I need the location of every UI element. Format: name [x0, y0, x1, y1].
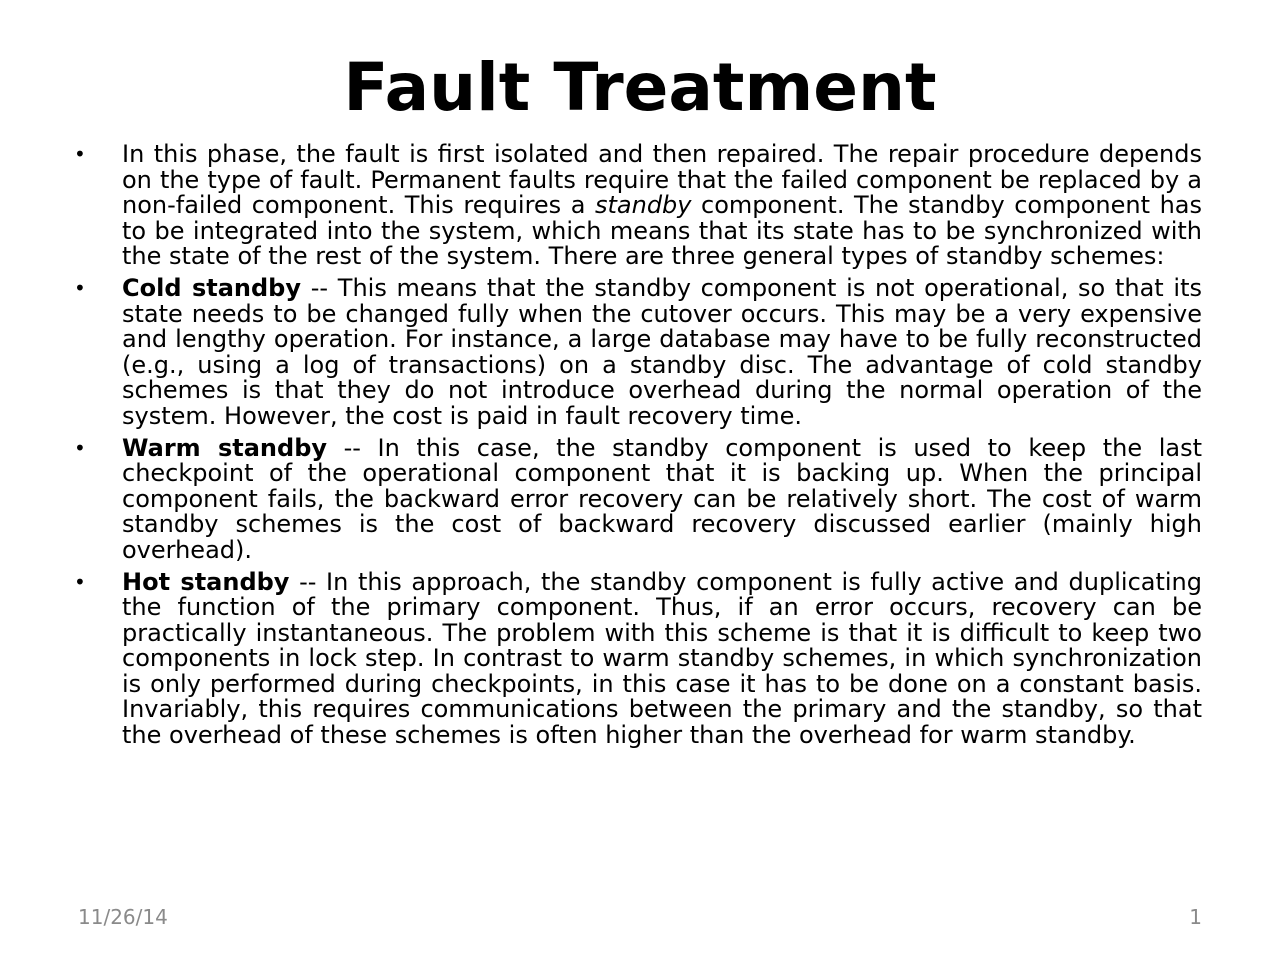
hot-standby-text: -- In this approach, the standby component is fully active and duplicating the function of the primary component. Thus, if an error occurs, recovery can be practically instantaneous. The problem with this scheme is that it is difficult to keep two components in lock step. In contrast to warm standby schemes, in which synchronization is only performed during checkpoints, in this case it has to be done on a constant basis. Invariably, this requires communications between the primary and the standby, so that the overhead of these schemes is often higher than the overhead for warm standby. — [122, 567, 1202, 750]
bullet-intro — [0, 142, 1280, 270]
page-number: 1 — [1189, 905, 1202, 929]
bullet-hot-standby — [0, 567, 1280, 750]
footer-date: 11/26/14 — [78, 905, 168, 929]
bullet-icon: • — [74, 142, 86, 166]
cold-standby-term: Cold standby — [122, 273, 302, 302]
warm-standby-term: Warm standby — [122, 433, 328, 462]
bullet-cold-standby — [0, 273, 1280, 430]
cold-standby-text: -- This means that the standby component is not operational, so that its state needs to be changed fully when the cutover occurs. This may be a very expensive and lengthy operation. For instance, a large database may have to be fully reconstructed (e.g., using a log of transactions) on a standby disc. The advantage of cold standby schemes is that they do not introduce overhead during the normal operation of the system. However, the cost is paid in fault recovery time. — [122, 273, 1203, 430]
bullet-icon: • — [74, 435, 86, 460]
bullet-icon: • — [74, 275, 86, 300]
bullet-list — [0, 142, 1280, 755]
intro-emphasis: standby — [594, 191, 692, 220]
intro-text-start: In this phase, the fault is first isolated and then repaired. The repair procedure depends on the type of fault. Permanent faults require that the failed component be replaced by a non-failed component. This requires a — [122, 140, 1202, 220]
warm-standby-text: -- In this case, the standby component is used to keep the last checkpoint of the operational component that it is backing up. When the principal component fails, the backward error recovery can be relatively short. The cost of warm standby schemes is the cost of backward recovery discussed earlier (mainly high overhead). — [122, 433, 1202, 564]
hot-standby-term: Hot standby — [122, 567, 290, 596]
bullet-icon: • — [74, 569, 86, 594]
intro-text-end: component. The standby component has to be integrated into the system, which means that its state has to be synchronized with the state of the rest of the system. There are three general types of standby schemes: — [122, 191, 1202, 271]
slide-title: Fault Treatment — [343, 49, 937, 126]
bullet-warm-standby — [0, 433, 1280, 564]
